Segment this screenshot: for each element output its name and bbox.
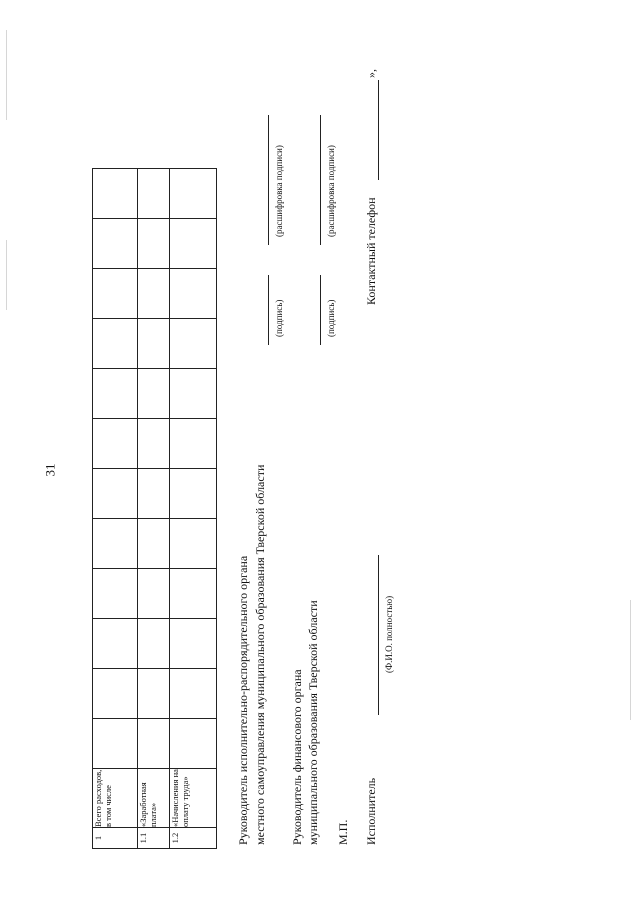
empty-cell xyxy=(170,669,217,719)
empty-cell xyxy=(170,419,217,469)
row-label: «Начисления на оплату труда» xyxy=(170,769,217,828)
empty-cell xyxy=(93,169,138,219)
head-fin-decode-line xyxy=(320,115,321,245)
executor-fio-caption: (Ф.И.О. полностью) xyxy=(384,595,394,673)
empty-cell xyxy=(170,569,217,619)
empty-cell xyxy=(93,219,138,269)
empty-cell xyxy=(93,569,138,619)
empty-cell xyxy=(138,419,170,469)
empty-cell xyxy=(138,219,170,269)
empty-cell xyxy=(93,669,138,719)
table-row xyxy=(138,169,170,849)
empty-cell xyxy=(138,669,170,719)
row-number: 1 xyxy=(93,828,138,849)
empty-cell xyxy=(138,319,170,369)
head-exec-signature-line xyxy=(268,275,269,345)
row-number: 1.1 xyxy=(138,828,170,849)
empty-cell xyxy=(170,519,217,569)
empty-cell xyxy=(170,269,217,319)
empty-cell xyxy=(138,469,170,519)
head-exec-decode-caption: (расшифровка подписи) xyxy=(274,145,284,237)
empty-cell xyxy=(93,719,138,769)
head-fin-signature-line xyxy=(320,275,321,345)
head-fin-title-2: муниципального образования Тверской области xyxy=(306,600,320,845)
head-exec-title-1: Руководитель исполнительно-распорядительного органа xyxy=(236,555,250,845)
table-row xyxy=(170,169,217,849)
phone-line xyxy=(378,80,379,180)
empty-cell xyxy=(170,719,217,769)
phone-label: Контактный телефон xyxy=(364,197,378,305)
phone-end: », xyxy=(364,69,378,78)
row-label: Всего расходов, в том числе xyxy=(93,769,138,828)
empty-cell xyxy=(138,619,170,669)
empty-cell xyxy=(93,469,138,519)
empty-cell xyxy=(138,169,170,219)
head-fin-decode-caption: (расшифровка подписи) xyxy=(326,145,336,237)
empty-cell xyxy=(170,319,217,369)
mp-label: М.П. xyxy=(336,819,350,845)
empty-cell xyxy=(170,619,217,669)
empty-cell xyxy=(138,519,170,569)
head-exec-signature-caption: (подпись) xyxy=(274,299,284,337)
row-label: «Заработная плата» xyxy=(138,769,170,828)
empty-cell xyxy=(170,369,217,419)
empty-cell xyxy=(93,419,138,469)
executor-fio-line xyxy=(378,555,379,715)
empty-cell xyxy=(170,219,217,269)
empty-cell xyxy=(138,569,170,619)
empty-cell xyxy=(170,169,217,219)
empty-cell xyxy=(93,269,138,319)
empty-cell xyxy=(93,519,138,569)
empty-cell xyxy=(93,369,138,419)
head-fin-title-1: Руководитель финансового органа xyxy=(290,669,304,845)
empty-cell xyxy=(138,719,170,769)
empty-cell xyxy=(138,269,170,319)
empty-cell xyxy=(170,469,217,519)
table-row xyxy=(93,169,138,849)
empty-cell xyxy=(138,369,170,419)
head-exec-decode-line xyxy=(268,115,269,245)
head-exec-title-2: местного самоуправления муниципального образования Тверской области xyxy=(253,464,267,845)
row-number: 1.2 xyxy=(170,828,217,849)
empty-cell xyxy=(93,619,138,669)
executor-label: Исполнитель xyxy=(364,777,378,845)
empty-cell xyxy=(93,319,138,369)
head-fin-signature-caption: (подпись) xyxy=(326,299,336,337)
expense-table xyxy=(92,168,217,849)
page-number: 31 xyxy=(42,463,58,477)
